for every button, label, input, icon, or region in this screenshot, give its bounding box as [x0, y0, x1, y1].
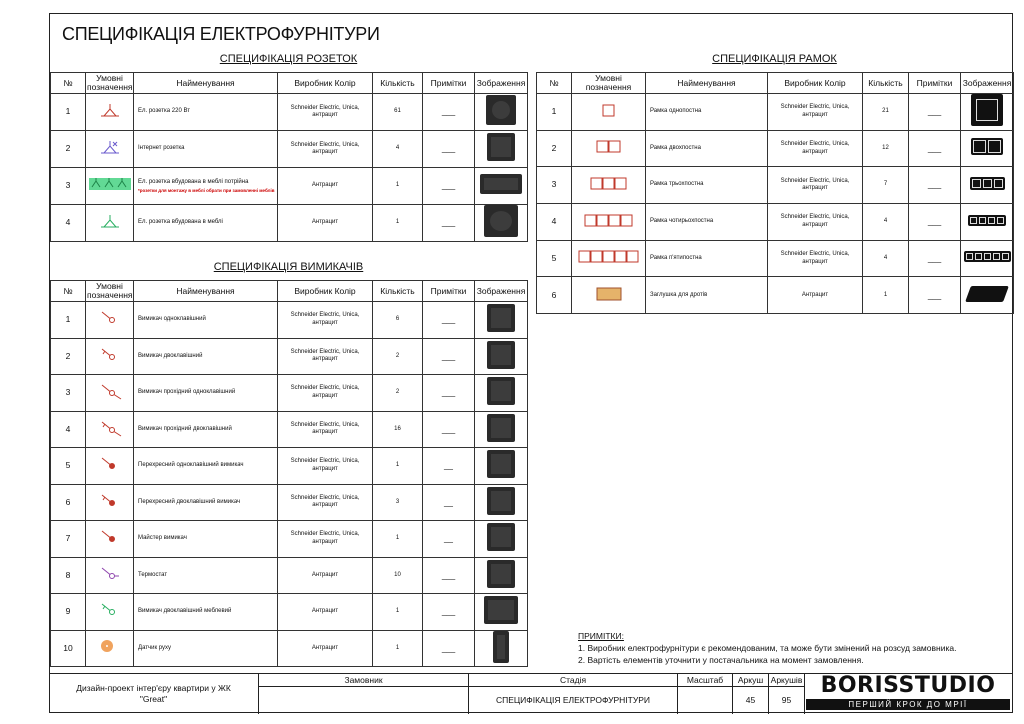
row-number: 10	[51, 630, 86, 667]
row-name: Рамка п'ятипостна	[646, 240, 768, 277]
table-row	[51, 557, 528, 594]
row-note: ___	[423, 594, 475, 631]
row-name: Вимикач прохідний двоклавішний	[134, 411, 278, 448]
motion-sensor-symbol-icon	[97, 637, 123, 657]
row-number: 1	[51, 94, 86, 131]
row-number: 6	[51, 484, 86, 521]
row-symbol	[86, 302, 134, 339]
row-manufacturer: Антрацит	[278, 630, 373, 667]
col-header-quantity: Кількість	[373, 73, 423, 94]
col-header-manufacturer: Виробник Колір	[768, 73, 863, 94]
row-quantity: 21	[863, 94, 909, 131]
row-image	[961, 130, 1014, 167]
row-name	[134, 94, 278, 131]
furniture-switch-symbol-icon	[97, 600, 123, 620]
frame-photo	[964, 251, 1011, 266]
row-image	[475, 630, 528, 667]
row-name-text: Ел. розетка 220 Вт	[138, 108, 191, 115]
row-symbol	[86, 557, 134, 594]
table-row	[51, 594, 528, 631]
row-image	[961, 240, 1014, 277]
row-name-text: Ел. розетка вбудована в меблі потрійна	[138, 179, 249, 185]
frame-4-symbol-icon	[584, 214, 634, 227]
row-manufacturer: Schneider Electric, Unica, антрацит	[768, 94, 863, 131]
row-note: ___	[423, 375, 475, 412]
row-manufacturer: Антрацит	[278, 557, 373, 594]
table-row	[51, 94, 528, 131]
document-title: СПЕЦИФІКАЦІЯ ЕЛЕКТРОФУРНІТУРИ	[62, 24, 380, 44]
furniture-triple-socket-symbol-icon	[88, 175, 132, 193]
row-note: ___	[909, 167, 961, 204]
row-manufacturer: Schneider Electric, Unica, антрацит	[768, 130, 863, 167]
row-quantity: 16	[373, 411, 423, 448]
sheets-value: 95	[768, 686, 804, 714]
row-image	[475, 557, 528, 594]
row-image	[475, 521, 528, 558]
row-name: Вимикач прохідний одноклавішний	[134, 375, 278, 412]
frame-3-symbol-icon	[590, 177, 628, 190]
project-name: Дизайн-проект інтер'єру квартири у ЖК "Great"	[76, 683, 231, 704]
sockets-section-title: СПЕЦИФІКАЦІЯ РОЗЕТОК	[219, 53, 358, 65]
row-manufacturer: Schneider Electric, Unica, антрацит	[278, 484, 373, 521]
row-quantity: 1	[373, 448, 423, 485]
brand-name: BORISSTUDIO	[820, 673, 996, 698]
table-row	[51, 484, 528, 521]
col-header-quantity: Кількість	[863, 73, 909, 94]
row-image	[961, 277, 1014, 314]
sheet-label: Аркуш	[732, 674, 768, 686]
row-note: __	[423, 521, 475, 558]
row-quantity: 12	[863, 130, 909, 167]
col-header-notes: Примітки	[423, 73, 475, 94]
switch-photo	[487, 377, 515, 405]
col-header-name: Найменування	[134, 73, 278, 94]
col-header-notes: Примітки	[909, 73, 961, 94]
cable-plug-photo	[968, 286, 1006, 306]
col-header-name: Найменування	[134, 281, 278, 302]
row-symbol	[86, 594, 134, 631]
motion-sensor-photo	[493, 631, 509, 663]
cross-double-switch-symbol-icon	[97, 491, 123, 511]
row-number: 2	[51, 131, 86, 168]
row-symbol	[86, 411, 134, 448]
internet-socket-photo	[487, 133, 515, 161]
col-header-notes: Примітки	[423, 281, 475, 302]
row-symbol	[86, 94, 134, 131]
single-switch-symbol-icon	[97, 308, 123, 328]
row-note: ___	[423, 630, 475, 667]
row-note: __	[423, 448, 475, 485]
brand-logo	[806, 675, 1010, 710]
frame-5-symbol-icon	[578, 250, 640, 263]
row-image	[961, 167, 1014, 204]
customer-label: Замовник	[258, 674, 468, 686]
row-quantity: 4	[863, 204, 909, 241]
row-manufacturer: Schneider Electric, Unica, антрацит	[278, 448, 373, 485]
row-note: ___	[423, 94, 475, 131]
table-row	[51, 375, 528, 412]
row-name	[134, 205, 278, 242]
row-warning: *розетки для монтажу в меблі обрати при замовленні меблів	[138, 187, 275, 193]
row-name: Рамка трьохпостна	[646, 167, 768, 204]
row-quantity: 4	[373, 131, 423, 168]
frame-photo	[970, 177, 1005, 194]
row-number: 2	[537, 130, 572, 167]
internet-socket-symbol-icon	[98, 139, 122, 155]
row-manufacturer: Schneider Electric, Unica, антрацит	[278, 411, 373, 448]
stage-value: СПЕЦИФІКАЦІЯ ЕЛЕКТРОФУРНІТУРИ	[468, 686, 677, 714]
row-quantity: 1	[863, 277, 909, 314]
table-row	[51, 521, 528, 558]
row-name: Рамка однопостна	[646, 94, 768, 131]
switch-photo	[487, 450, 515, 478]
row-number: 3	[51, 168, 86, 205]
row-image	[475, 94, 528, 131]
row-symbol	[86, 375, 134, 412]
double-switch-symbol-icon	[97, 345, 123, 365]
row-image	[475, 484, 528, 521]
row-manufacturer: Антрацит	[768, 277, 863, 314]
row-manufacturer: Антрацит	[278, 168, 373, 205]
row-symbol	[86, 630, 134, 667]
table-row	[537, 204, 1014, 241]
row-note: ___	[423, 411, 475, 448]
row-image	[475, 168, 528, 205]
col-header-manufacturer: Виробник Колір	[278, 281, 373, 302]
row-name: Заглушка для дротів	[646, 277, 768, 314]
table-row	[51, 338, 528, 375]
col-header-image: Зображення	[475, 73, 528, 94]
row-quantity: 2	[373, 375, 423, 412]
sockets-table	[50, 72, 528, 242]
row-note: ___	[423, 557, 475, 594]
row-symbol	[86, 131, 134, 168]
row-manufacturer: Schneider Electric, Unica, антрацит	[768, 204, 863, 241]
svg-text:•: •	[105, 643, 108, 650]
frame-2-symbol-icon	[596, 140, 622, 153]
row-quantity: 3	[373, 484, 423, 521]
row-image	[475, 338, 528, 375]
frame-photo	[971, 94, 1003, 130]
frame-photo	[971, 138, 1003, 159]
switches-section-title: СПЕЦИФІКАЦІЯ ВИМИКАЧІВ	[213, 261, 364, 273]
table-row	[51, 205, 528, 242]
table-row	[51, 302, 528, 339]
row-number: 7	[51, 521, 86, 558]
row-name: Вимикач двоклавішний	[134, 338, 278, 375]
row-number: 6	[537, 277, 572, 314]
row-name: Рамка чотирьохпостна	[646, 204, 768, 241]
row-symbol	[572, 94, 646, 131]
title-block-row-line	[258, 686, 804, 687]
row-manufacturer: Schneider Electric, Unica, антрацит	[768, 167, 863, 204]
row-number: 4	[537, 204, 572, 241]
pass-single-switch-symbol-icon	[97, 381, 123, 401]
row-quantity: 1	[373, 168, 423, 205]
frame-photo	[968, 215, 1006, 230]
row-name: Перехресний одноклавішний вимикач	[134, 448, 278, 485]
row-note: ___	[423, 302, 475, 339]
row-name: Перехресний двоклавішний вимикач	[134, 484, 278, 521]
row-manufacturer: Schneider Electric, Unica, антрацит	[278, 338, 373, 375]
col-header-symbol: Умовні позначення	[87, 281, 133, 300]
row-manufacturer: Schneider Electric, Unica, антрацит	[278, 302, 373, 339]
row-symbol	[572, 167, 646, 204]
row-quantity: 1	[373, 594, 423, 631]
row-note: ___	[909, 130, 961, 167]
row-number: 8	[51, 557, 86, 594]
row-quantity: 1	[373, 521, 423, 558]
furniture-triple-socket-photo	[480, 174, 522, 194]
row-note: __	[423, 484, 475, 521]
row-quantity: 1	[373, 630, 423, 667]
col-header-num: №	[51, 281, 86, 302]
row-number: 4	[51, 205, 86, 242]
thermostat-symbol-icon	[97, 564, 123, 584]
row-image	[475, 131, 528, 168]
brand-divider	[804, 674, 805, 714]
row-symbol	[86, 521, 134, 558]
col-header-quantity: Кількість	[373, 281, 423, 302]
row-note: ___	[909, 204, 961, 241]
row-image	[475, 411, 528, 448]
row-name: Датчик руху	[134, 630, 278, 667]
row-image	[475, 594, 528, 631]
row-note: ___	[423, 338, 475, 375]
row-image	[475, 205, 528, 242]
row-number: 3	[51, 375, 86, 412]
switch-photo	[487, 414, 515, 442]
row-name: Рамка двохпостна	[646, 130, 768, 167]
row-name-text: Інтернет розетка	[138, 145, 185, 152]
row-note: ___	[423, 168, 475, 205]
switch-photo	[487, 341, 515, 369]
row-quantity: 10	[373, 557, 423, 594]
col-header-manufacturer: Виробник Колір	[278, 73, 373, 94]
row-symbol	[86, 205, 134, 242]
row-note: ___	[909, 94, 961, 131]
table-row	[537, 277, 1014, 314]
row-symbol	[86, 168, 134, 205]
table-row	[537, 167, 1014, 204]
col-header-num: №	[51, 73, 86, 94]
brand-tagline: ПЕРШИЙ КРОК ДО МРІЇ	[806, 699, 1010, 710]
table-row	[51, 411, 528, 448]
frames-table	[536, 72, 1014, 314]
switch-photo	[487, 304, 515, 332]
row-note: ___	[909, 240, 961, 277]
socket-symbol-icon	[98, 102, 122, 118]
row-image	[475, 302, 528, 339]
row-symbol	[86, 338, 134, 375]
pass-double-switch-symbol-icon	[97, 418, 123, 438]
row-symbol	[572, 277, 646, 314]
row-name	[134, 131, 278, 168]
table-row	[537, 240, 1014, 277]
switches-table	[50, 280, 528, 667]
row-note: ___	[909, 277, 961, 314]
table-row	[51, 448, 528, 485]
row-quantity: 4	[863, 240, 909, 277]
row-symbol	[572, 240, 646, 277]
row-name-text: Ел. розетка вбудована в меблі	[138, 219, 223, 226]
row-symbol	[572, 130, 646, 167]
row-number: 9	[51, 594, 86, 631]
row-number: 5	[537, 240, 572, 277]
row-number: 1	[51, 302, 86, 339]
customer-value	[258, 686, 468, 714]
sheet-value: 45	[732, 686, 768, 714]
row-quantity: 61	[373, 94, 423, 131]
row-note: ___	[423, 205, 475, 242]
row-manufacturer: Schneider Electric, Unica, антрацит	[278, 375, 373, 412]
col-header-symbol: Умовні позначення	[572, 73, 646, 94]
col-header-num: №	[537, 73, 572, 94]
row-name	[134, 168, 278, 205]
row-manufacturer: Schneider Electric, Unica, антрацит	[278, 131, 373, 168]
switch-photo	[487, 487, 515, 515]
row-number: 1	[537, 94, 572, 131]
notes-title: ПРИМІТКИ:	[578, 631, 624, 641]
row-quantity: 6	[373, 302, 423, 339]
scale-value	[677, 686, 732, 714]
col-header-symbol: Умовні позначення	[87, 73, 133, 92]
row-quantity: 7	[863, 167, 909, 204]
row-name: Вимикач двоклавішний меблевий	[134, 594, 278, 631]
table-row	[537, 130, 1014, 167]
table-row	[51, 131, 528, 168]
row-number: 5	[51, 448, 86, 485]
row-name: Вимикач одноклавішний	[134, 302, 278, 339]
row-name: Майстер вимикач	[134, 521, 278, 558]
frame-1-symbol-icon	[602, 104, 616, 117]
switch-photo	[487, 560, 515, 588]
row-quantity: 2	[373, 338, 423, 375]
row-image	[475, 375, 528, 412]
notes-block	[578, 630, 956, 666]
row-number: 4	[51, 411, 86, 448]
scale-label: Масштаб	[677, 674, 732, 686]
furniture-switch-photo	[484, 596, 518, 624]
row-image	[475, 448, 528, 485]
row-note: ___	[423, 131, 475, 168]
master-switch-symbol-icon	[97, 527, 123, 547]
row-symbol	[572, 204, 646, 241]
row-name: Термостат	[134, 557, 278, 594]
col-header-image: Зображення	[475, 281, 528, 302]
cross-single-switch-symbol-icon	[97, 454, 123, 474]
row-symbol	[86, 484, 134, 521]
row-manufacturer: Антрацит	[278, 594, 373, 631]
switch-photo	[487, 523, 515, 551]
furniture-socket-symbol-icon	[98, 213, 122, 229]
table-row	[51, 168, 528, 205]
stage-label: Стадія	[468, 674, 677, 686]
row-manufacturer: Schneider Electric, Unica, антрацит	[768, 240, 863, 277]
row-manufacturer: Антрацит	[278, 205, 373, 242]
row-symbol	[86, 448, 134, 485]
row-image	[961, 204, 1014, 241]
row-manufacturer: Schneider Electric, Unica, антрацит	[278, 521, 373, 558]
row-number: 2	[51, 338, 86, 375]
table-row	[51, 630, 528, 667]
socket-photo	[486, 95, 516, 125]
cable-plug-symbol-icon	[596, 287, 622, 301]
row-image	[961, 94, 1014, 131]
col-header-name: Найменування	[646, 73, 768, 94]
note-item-1: 1. Виробник електрофурнітури є рекомендованим, та може бути змінений на розсуд замовника.	[578, 643, 957, 653]
note-item-2: 2. Вартість елементів уточнити у постачальника на момент замовлення.	[578, 655, 864, 665]
row-number: 3	[537, 167, 572, 204]
row-quantity: 1	[373, 205, 423, 242]
row-manufacturer: Schneider Electric, Unica, антрацит	[278, 94, 373, 131]
col-header-image: Зображення	[961, 73, 1014, 94]
frames-section-title: СПЕЦИФІКАЦІЯ РАМОК	[712, 53, 837, 65]
furniture-socket-photo	[484, 205, 518, 237]
sheets-label: Аркушів	[768, 674, 804, 686]
table-row	[537, 94, 1014, 131]
